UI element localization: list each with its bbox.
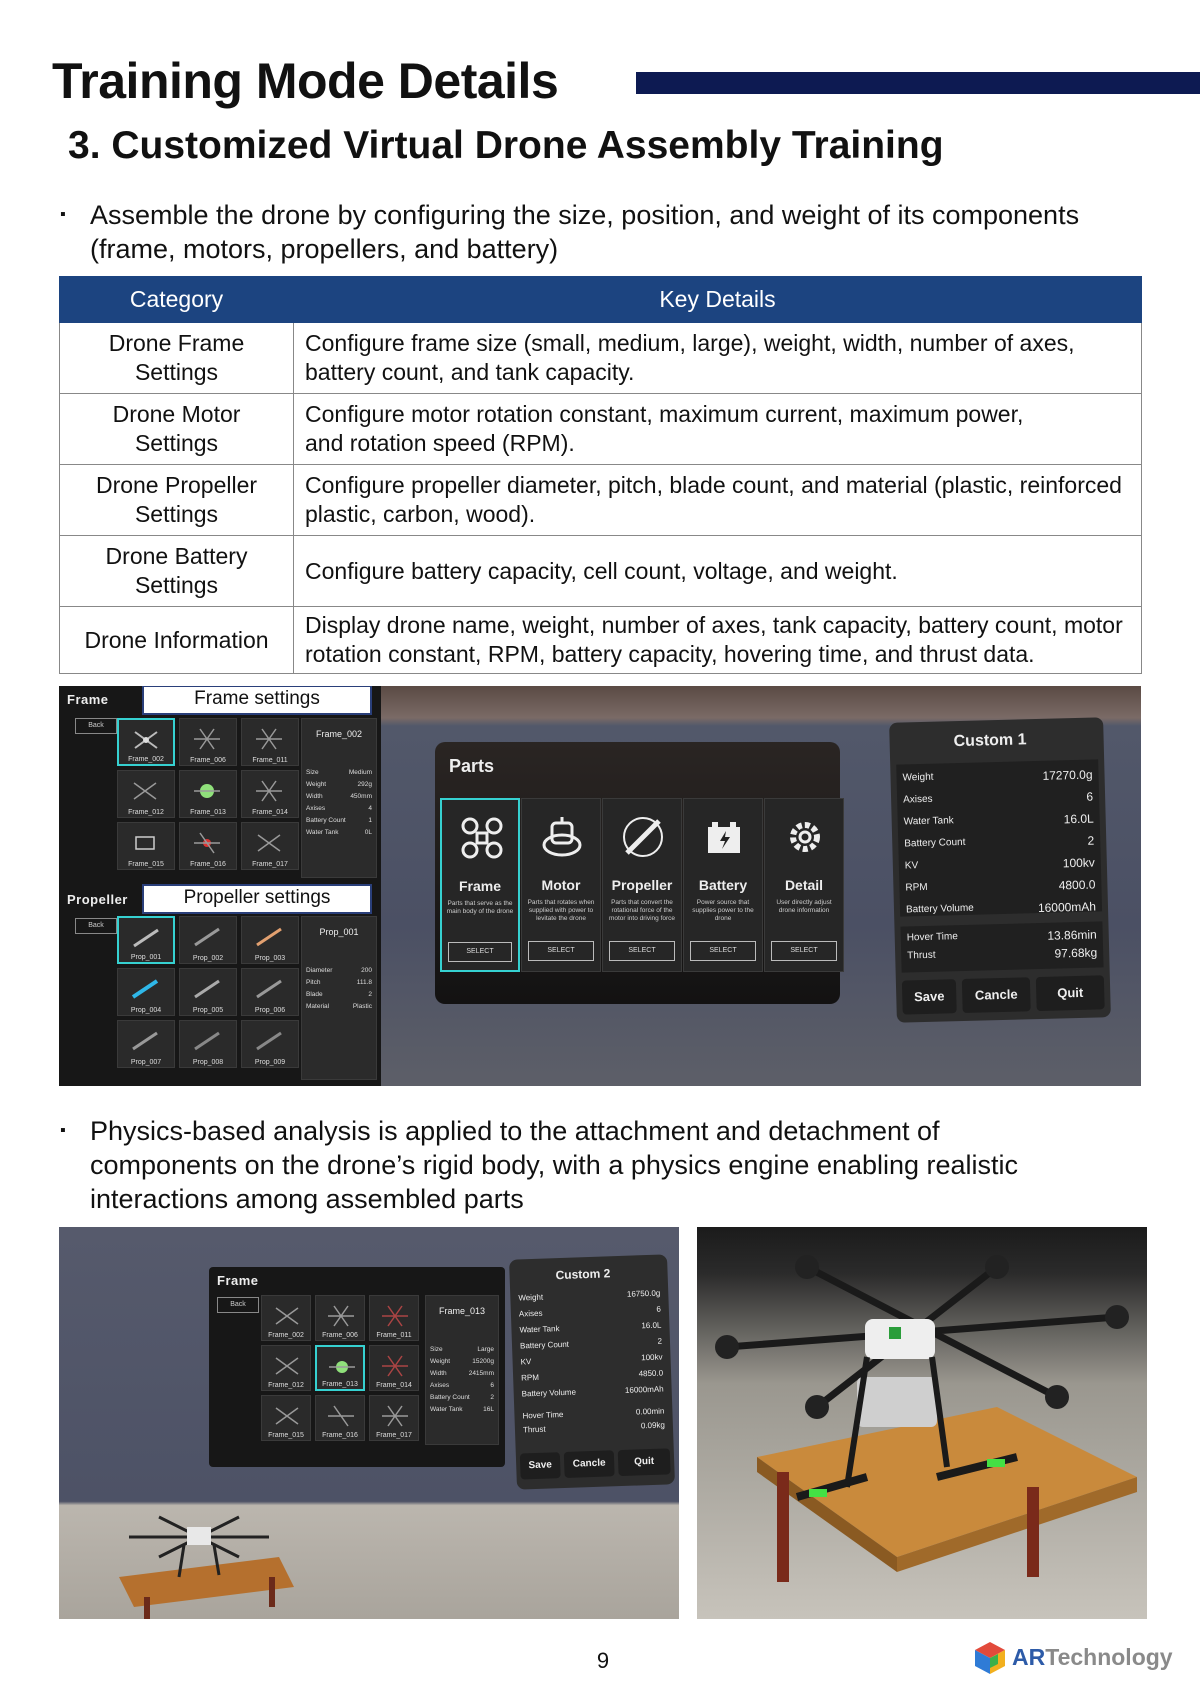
table-row — [60, 607, 1142, 674]
propeller-thumb-icon — [130, 977, 160, 1001]
frame-item[interactable]: Frame_015 — [261, 1395, 311, 1441]
stat-row: Hover Time 13.86min — [906, 927, 1097, 944]
bullet-line: (frame, motors, propellers, and battery) — [90, 234, 559, 264]
stat-row: KV 100kv — [904, 855, 1096, 872]
propeller-grid — [117, 916, 299, 1068]
propeller-item[interactable]: Prop_006 — [241, 968, 299, 1016]
stat-row: Hover Time 0.00min — [522, 1406, 665, 1421]
details-cell: Configure battery capacity, cell count, voltage, and weight. — [294, 536, 1142, 607]
stat-row: RPM 4850.0 — [521, 1368, 664, 1383]
bullet-line: components on the drone’s rigid body, with a physics engine enabling realistic — [90, 1150, 1019, 1180]
propeller-item[interactable]: Prop_005 — [179, 968, 237, 1016]
details-cell: Configure frame size (small, medium, large), weight, width, number of axes, battery count, and tank capacity. — [294, 323, 1142, 394]
table-header-row — [60, 277, 1142, 323]
frame-info-rows: Size Large Weight 15200g Width 2415mm Axises 6 Battery Count 2 Water Tank 16L — [430, 1346, 494, 1413]
assembly-screenshot — [59, 686, 1141, 1086]
frame-item[interactable]: Frame_006 — [315, 1295, 365, 1341]
propeller-info: Prop_001 Diameter 200 Pitch 111.8 Blade 2 Material Plastic — [301, 916, 377, 1080]
frame-item[interactable]: Frame_002 — [117, 718, 175, 766]
propeller-thumb-icon — [192, 1029, 222, 1053]
frame-item[interactable]: Frame_013 — [179, 770, 237, 818]
propeller-info-rows: Diameter 200 Pitch 111.8 Blade 2 Material Plastic — [306, 967, 372, 1010]
frame-panel — [59, 686, 381, 886]
page-number: 9 — [596, 1648, 610, 1673]
back-button[interactable]: Back — [75, 918, 117, 934]
frame-info: Frame_002 Size Medium Weight 292g Width 450mm Axises 4 Battery Count 1 Water Tank 0L — [301, 718, 377, 878]
bullet-assemble — [60, 198, 1180, 270]
propeller-item[interactable]: Prop_007 — [117, 1020, 175, 1068]
frame-grid — [117, 718, 299, 870]
frame-item[interactable]: Frame_015 — [117, 822, 175, 870]
category-cell: Drone Frame Settings — [60, 323, 294, 394]
stat-row: Thrust 0.09kg — [522, 1420, 666, 1435]
bullet-physics — [60, 1114, 1180, 1222]
cancel-button[interactable]: Cancle — [962, 977, 1031, 1013]
propeller-thumb-icon — [254, 925, 284, 949]
select-button[interactable]: SELECT — [448, 942, 512, 962]
stat-row: Battery Count 2 — [519, 1336, 663, 1351]
table-row — [60, 323, 1142, 394]
frame-item[interactable]: Frame_014 — [369, 1345, 419, 1391]
title-accent-bar — [636, 72, 1200, 94]
stat-row: Weight 16750.0g — [518, 1288, 661, 1303]
parts-title: Parts — [449, 756, 495, 776]
frame-thumb-icon — [130, 831, 160, 855]
frame-item[interactable]: Frame_011 — [369, 1295, 419, 1341]
frame-grid — [261, 1295, 419, 1441]
save-button[interactable]: Save — [520, 1452, 561, 1479]
frame-thumb-icon — [192, 779, 222, 803]
column-header: Key Details — [294, 277, 1142, 323]
frame-thumb-icon — [254, 727, 284, 751]
frame-thumb-icon — [192, 727, 222, 751]
category-cell: Drone Motor Settings — [60, 394, 294, 465]
stat-row: Weight 17270.0g — [902, 767, 1093, 784]
category-cell: Drone Propeller Settings — [60, 465, 294, 536]
assembled-drone-illustration — [697, 1227, 1147, 1619]
part-card-propeller[interactable]: Propeller Parts that convert the rotational force of the motor into driving force SELECT — [602, 798, 682, 972]
frame-item[interactable]: Frame_011 — [241, 718, 299, 766]
parts-panel — [435, 742, 840, 1004]
bullet-mark: ▪ — [60, 1122, 66, 1139]
stat-row: Battery Volume 16000mAh — [521, 1384, 664, 1399]
back-button[interactable]: Back — [217, 1297, 259, 1313]
frame-thumb-icon — [254, 831, 284, 855]
frame-item[interactable]: Frame_006 — [179, 718, 237, 766]
table-row — [60, 394, 1142, 465]
part-card-battery[interactable]: Battery Power source that supplies power to the drone SELECT — [683, 798, 763, 972]
section-title: 3. Customized Virtual Drone Assembly Training — [68, 124, 944, 167]
frame-panel-title: Frame — [67, 692, 109, 707]
category-cell: Drone Battery Settings — [60, 536, 294, 607]
details-cell: Display drone name, weight, number of axes, tank capacity, battery count, motor rotation constant, RPM, battery capacity, hovering time, and thrust data. — [294, 607, 1142, 674]
motor-icon — [540, 815, 584, 859]
frame-item[interactable]: Frame_016 — [315, 1395, 365, 1441]
propeller-item[interactable]: Prop_003 — [241, 916, 299, 964]
quit-button[interactable]: Quit — [618, 1448, 671, 1476]
part-card-frame[interactable]: Frame Parts that serve as the main body of the drone SELECT — [440, 798, 520, 972]
stat-row: Axises 6 — [518, 1304, 662, 1319]
bullet-line: interactions among assembled parts — [90, 1184, 524, 1214]
stat-row: Axises 6 — [902, 789, 1094, 806]
page-title: Training Mode Details — [52, 53, 559, 109]
bullet-mark: ▪ — [60, 206, 66, 223]
propeller-item[interactable]: Prop_008 — [179, 1020, 237, 1068]
propeller-panel-title: Propeller — [67, 892, 128, 907]
propeller-thumb-icon — [130, 1029, 160, 1053]
details-cell: Configure motor rotation constant, maximum current, maximum power, and rotation speed (RPM). — [294, 394, 1142, 465]
frame-info-rows: Size Medium Weight 292g Width 450mm Axises 4 Battery Count 1 Water Tank 0L — [306, 769, 372, 836]
frame-thumb-icon — [192, 831, 222, 855]
frame-thumb-icon — [130, 779, 160, 803]
propeller-item[interactable]: Prop_002 — [179, 916, 237, 964]
frame-item[interactable]: Frame_002 — [261, 1295, 311, 1341]
drone-icon — [460, 816, 504, 860]
stat-row: Water Tank 16.0L — [903, 811, 1094, 828]
frame-item[interactable]: Frame_012 — [261, 1345, 311, 1391]
save-button[interactable]: Save — [902, 979, 957, 1014]
frame-thumb-icon — [131, 728, 161, 752]
custom-info-panel — [509, 1254, 675, 1489]
custom-info-panel — [889, 717, 1111, 1022]
drone-on-table-illustration — [99, 1497, 299, 1619]
propeller-thumb-icon — [192, 977, 222, 1001]
stat-row: Battery Count 2 — [904, 833, 1095, 850]
company-logo — [972, 1640, 1182, 1676]
custom-title: Custom 2 — [555, 1266, 611, 1283]
propeller-thumb-icon — [254, 1029, 284, 1053]
frame-panel-title: Frame — [217, 1273, 259, 1288]
select-button[interactable]: SELECT — [609, 941, 675, 961]
battery-icon — [702, 815, 746, 859]
stat-row: Thrust 97.68kg — [907, 945, 1098, 962]
stat-row: Water Tank 16.0L — [519, 1320, 662, 1335]
settings-table — [59, 276, 1142, 674]
category-cell: Drone Information — [60, 607, 294, 674]
bullet-line: Physics-based analysis is applied to the attachment and detachment of — [90, 1116, 940, 1146]
quit-button[interactable]: Quit — [1036, 975, 1105, 1011]
table-row — [60, 536, 1142, 607]
frame-settings-callout: Frame settings — [142, 686, 372, 715]
frame-info: Frame_013 Size Large Weight 15200g Width 2415mm Axises 6 Battery Count 2 Water Tank 16L — [425, 1295, 499, 1445]
frame-item[interactable]: Frame_017 — [241, 822, 299, 870]
frame-panel — [209, 1267, 505, 1467]
logo-text: ARTechnology — [1012, 1644, 1173, 1670]
cancel-button[interactable]: Cancle — [564, 1450, 615, 1478]
select-button[interactable]: SELECT — [771, 941, 837, 961]
custom-title: Custom 1 — [953, 731, 1027, 751]
propeller-thumb-icon — [192, 925, 222, 949]
stat-row: RPM 4800.0 — [905, 877, 1096, 894]
part-card-motor[interactable]: Motor Parts that rotates when supplied with power to levitate the drone SELECT — [521, 798, 601, 972]
frame-item[interactable]: Frame_014 — [241, 770, 299, 818]
stat-row: KV 100kv — [520, 1352, 663, 1367]
back-button[interactable]: Back — [75, 718, 117, 734]
select-button[interactable]: SELECT — [690, 941, 756, 961]
drone-closeup-screenshot — [697, 1227, 1147, 1619]
frame-selection-screenshot — [59, 1227, 679, 1619]
column-header: Category — [60, 277, 294, 323]
propeller-panel — [59, 886, 381, 1086]
frame-item[interactable]: Frame_013 — [315, 1345, 365, 1391]
select-button[interactable]: SELECT — [528, 941, 594, 961]
gear-icon — [783, 815, 827, 859]
propeller-item[interactable]: Prop_004 — [117, 968, 175, 1016]
propeller-icon — [621, 815, 665, 859]
frame-item[interactable]: Frame_016 — [179, 822, 237, 870]
frame-item[interactable]: Frame_012 — [117, 770, 175, 818]
frame-thumb-icon — [254, 779, 284, 803]
details-cell: Configure propeller diameter, pitch, blade count, and material (plastic, reinforced plastic, carbon, wood). — [294, 465, 1142, 536]
propeller-thumb-icon — [131, 926, 161, 950]
part-card-detail[interactable]: Detail User directly adjust drone information SELECT — [764, 798, 844, 972]
bullet-line: Assemble the drone by configuring the size, position, and weight of its components — [90, 200, 1080, 230]
stat-row: Battery Volume 16000mAh — [905, 899, 1097, 916]
frame-item[interactable]: Frame_017 — [369, 1395, 419, 1441]
propeller-thumb-icon — [254, 977, 284, 1001]
propeller-item[interactable]: Prop_009 — [241, 1020, 299, 1068]
propeller-item[interactable]: Prop_001 — [117, 916, 175, 964]
cube-logo-icon — [972, 1640, 1008, 1676]
table-row — [60, 465, 1142, 536]
propeller-settings-callout: Propeller settings — [142, 884, 372, 914]
